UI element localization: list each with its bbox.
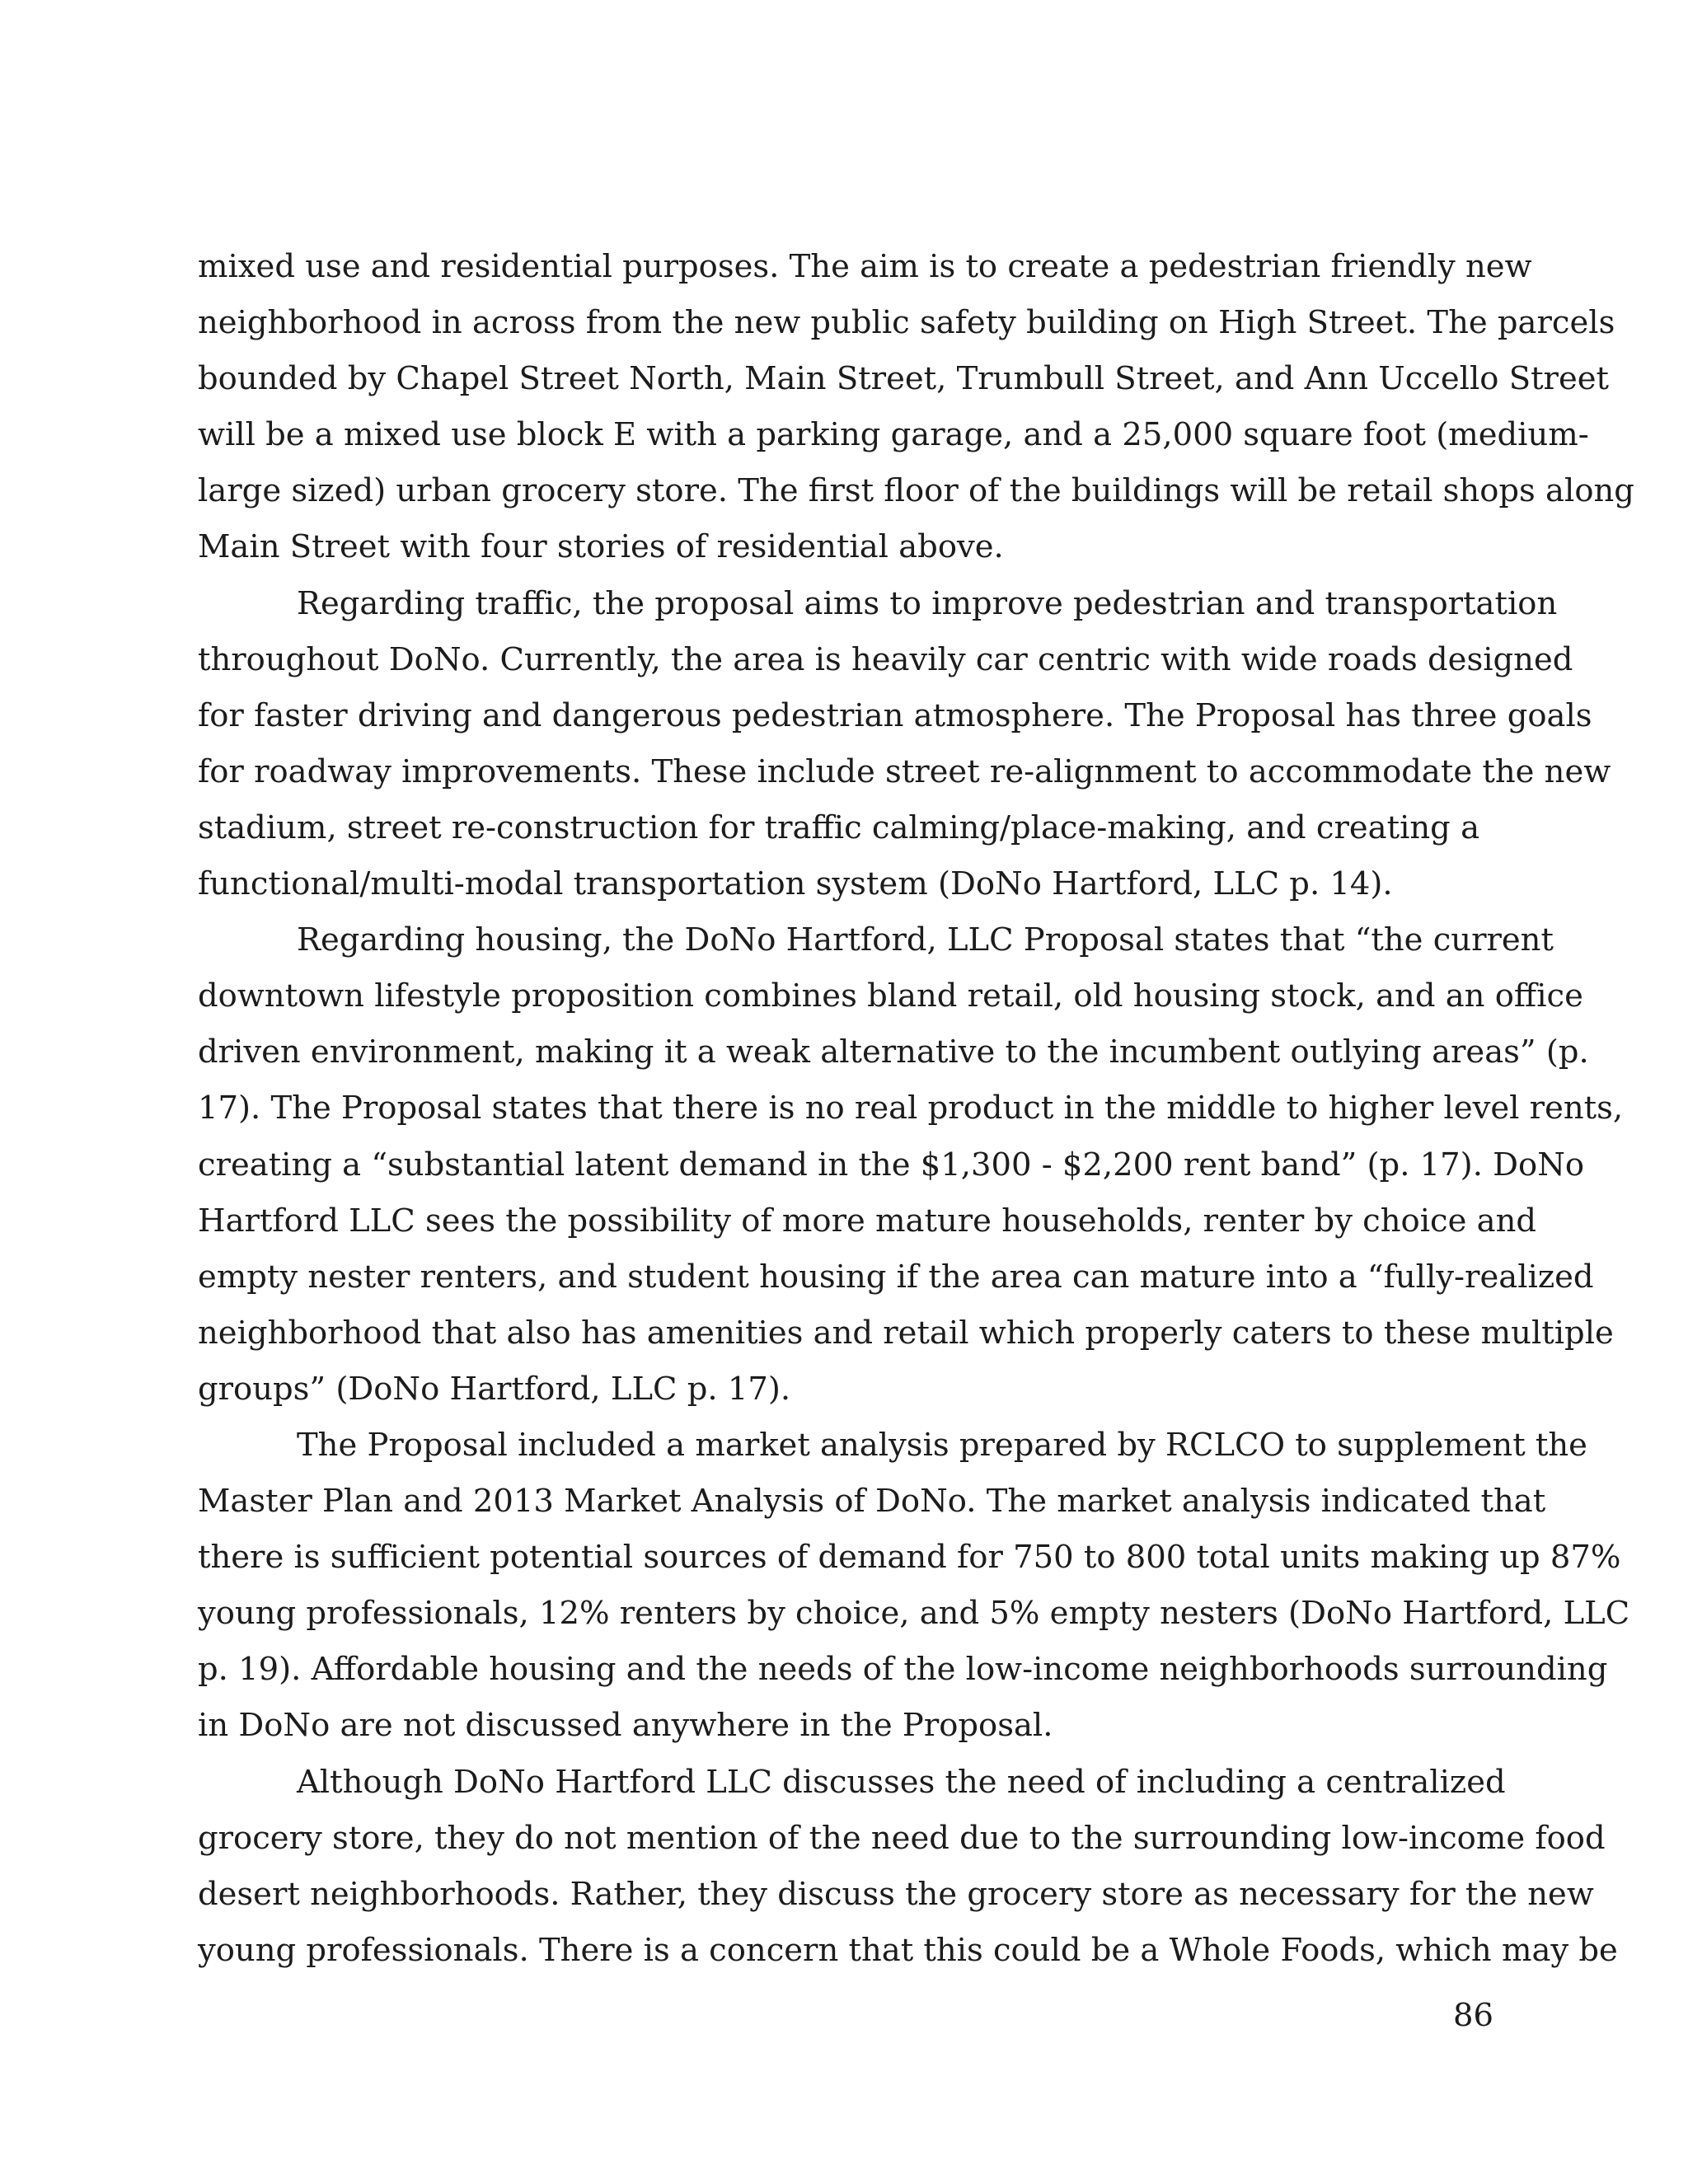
text-line: young professionals. There is a concern that this could be a Whole Foods, which may be (198, 1931, 1618, 1969)
text-line: groups” (DoNo Hartford, LLC p. 17). (198, 1370, 791, 1408)
paragraph-first-line: The Proposal included a market analysis prepared by RCLCO to supplement the (297, 1426, 1587, 1464)
text-line: empty nester renters, and student housing if the area can mature into a “fully-realized (198, 1258, 1594, 1296)
paragraph-first-line: Regarding traffic, the proposal aims to improve pedestrian and transportation (297, 584, 1558, 622)
body-text (198, 239, 1634, 1979)
text-line: 17). The Proposal states that there is no real product in the middle to higher level rents, (198, 1090, 1624, 1127)
text-line: grocery store, they do not mention of the need due to the surrounding low-income food (198, 1819, 1606, 1857)
text-line: there is sufficient potential sources of demand for 750 to 800 total units making up 87% (198, 1539, 1621, 1577)
text-line: driven environment, making it a weak alternative to the incumbent outlying areas” (p. (198, 1033, 1589, 1071)
text-line: functional/multi-modal transportation system (DoNo Hartford, LLC p. 14). (198, 865, 1393, 903)
text-line: young professionals, 12% renters by choice, and 5% empty nesters (DoNo Hartford, LLC (198, 1595, 1630, 1633)
text-line: p. 19). Affordable housing and the needs of the low-income neighborhoods surrounding (198, 1651, 1608, 1689)
text-line: downtown lifestyle proposition combines bland retail, old housing stock, and an office (198, 977, 1583, 1015)
paragraph-first-line: Although DoNo Hartford LLC discusses the need of including a centralized (297, 1763, 1506, 1801)
text-line: Hartford LLC sees the possibility of more mature households, renter by choice and (198, 1202, 1537, 1240)
text-line: stadium, street re-construction for traffic calming/place-making, and creating a (198, 808, 1480, 846)
text-line: creating a “substantial latent demand in the $1,300 - $2,200 rent band” (p. 17). DoNo (198, 1146, 1585, 1183)
page-number: 86 (1453, 1997, 1493, 2034)
text-line: Master Plan and 2013 Market Analysis of DoNo. The market analysis indicated that (198, 1483, 1546, 1521)
text-line: Main Street with four stories of residential above. (198, 528, 1004, 566)
text-line: will be a mixed use block E with a parking garage, and a 25,000 square foot (medium- (198, 416, 1589, 454)
text-line: in DoNo are not discussed anywhere in the Proposal. (198, 1707, 1053, 1745)
text-line: large sized) urban grocery store. The first floor of the buildings will be retail shops along (198, 472, 1634, 510)
text-line: neighborhood that also has amenities and retail which properly caters to these multiple (198, 1314, 1614, 1352)
text-line: bounded by Chapel Street North, Main Street, Trumbull Street, and Ann Uccello Street (198, 360, 1609, 398)
text-line: throughout DoNo. Currently, the area is heavily car centric with wide roads designed (198, 640, 1573, 678)
text-line: for roadway improvements. These include street re-alignment to accommodate the new (198, 752, 1611, 790)
text-line: desert neighborhoods. Rather, they discuss the grocery store as necessary for the new (198, 1875, 1594, 1913)
text-line: neighborhood in across from the new public safety building on High Street. The parcels (198, 304, 1615, 342)
paragraph-first-line: Regarding housing, the DoNo Hartford, LLC Proposal states that “the current (297, 921, 1554, 959)
text-line: for faster driving and dangerous pedestrian atmosphere. The Proposal has three goals (198, 696, 1592, 734)
text-line: mixed use and residential purposes. The aim is to create a pedestrian friendly new (198, 248, 1532, 285)
